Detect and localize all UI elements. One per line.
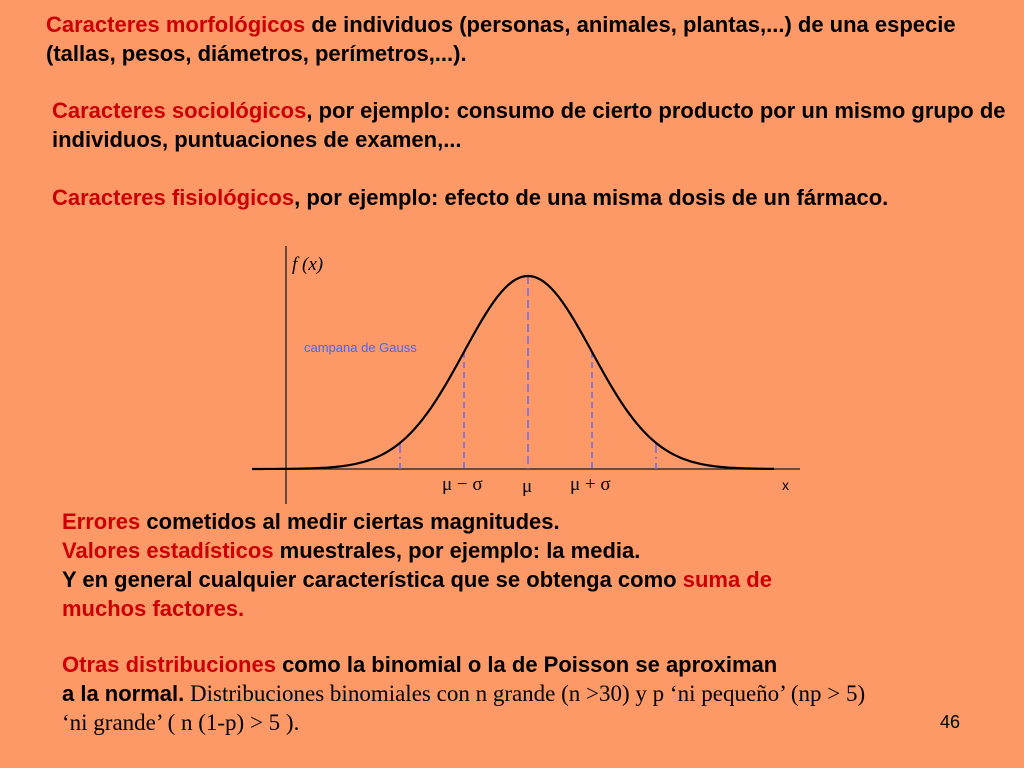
text-line [62, 650, 1022, 679]
x-axis-label: x [782, 477, 789, 493]
text-line [62, 594, 1022, 623]
highlight-text: muchos factores. [62, 596, 245, 621]
paragraph-otras-distribuciones [62, 650, 1022, 737]
body-text: cometidos al medir ciertas magnitudes. [140, 509, 560, 534]
highlight-text: Caracteres sociológicos [52, 98, 307, 123]
highlight-text: Caracteres morfológicos [46, 12, 306, 37]
bell-curve [252, 276, 774, 469]
text-line [62, 565, 1022, 594]
paragraph-sociologicos [52, 96, 1012, 154]
paragraph-errores [62, 507, 1022, 623]
tick-mu-minus-sigma: μ − σ [442, 474, 483, 495]
tick-mu-plus-sigma: μ + σ [570, 474, 611, 495]
body-text: de individuos (personas, animales, plantas,...) de una especie (tallas, pesos, diámetros, perímetros,...). [46, 12, 956, 66]
body-text: muestrales, por ejemplo: la media. [273, 538, 641, 563]
y-axis-label: f (x) [292, 254, 324, 275]
sigma-lines [400, 276, 656, 469]
highlight-text: Valores estadísticos [62, 538, 274, 563]
text-line [62, 679, 1022, 708]
highlight-text: Errores [62, 509, 141, 534]
serif-text: ‘ni grande’ ( n (1-p) > 5 ). [62, 710, 300, 735]
body-text: , por ejemplo: consumo de cierto producto por un mismo grupo de individuos, puntuaciones de examen,... [52, 98, 1006, 152]
body-text: a la normal. [62, 681, 185, 706]
paragraph-morfologicos [46, 10, 1006, 68]
highlight-text: suma de [682, 567, 772, 592]
highlight-text: Caracteres fisiológicos [52, 185, 295, 210]
text-line [62, 708, 1022, 737]
page-number: 46 [940, 712, 961, 732]
body-text: Y en general cualquier característica que se obtenga como [62, 567, 683, 592]
serif-text: Distribuciones binomiales con n grande (n >30) y p ‘ni pequeño’ (np > 5) [184, 681, 866, 706]
text-line [62, 536, 1022, 565]
highlight-text: Otras distribuciones [62, 652, 276, 677]
paragraph-fisiologicos [52, 183, 932, 212]
body-text: , por ejemplo: efecto de una misma dosis de un fármaco. [294, 185, 889, 210]
gauss-bell-diagram [248, 240, 808, 508]
text-line [62, 507, 1022, 536]
curve-label: campana de Gauss [304, 340, 417, 355]
tick-mu: μ [522, 476, 533, 497]
body-text: como la binomial o la de Poisson se aproximan [275, 652, 778, 677]
